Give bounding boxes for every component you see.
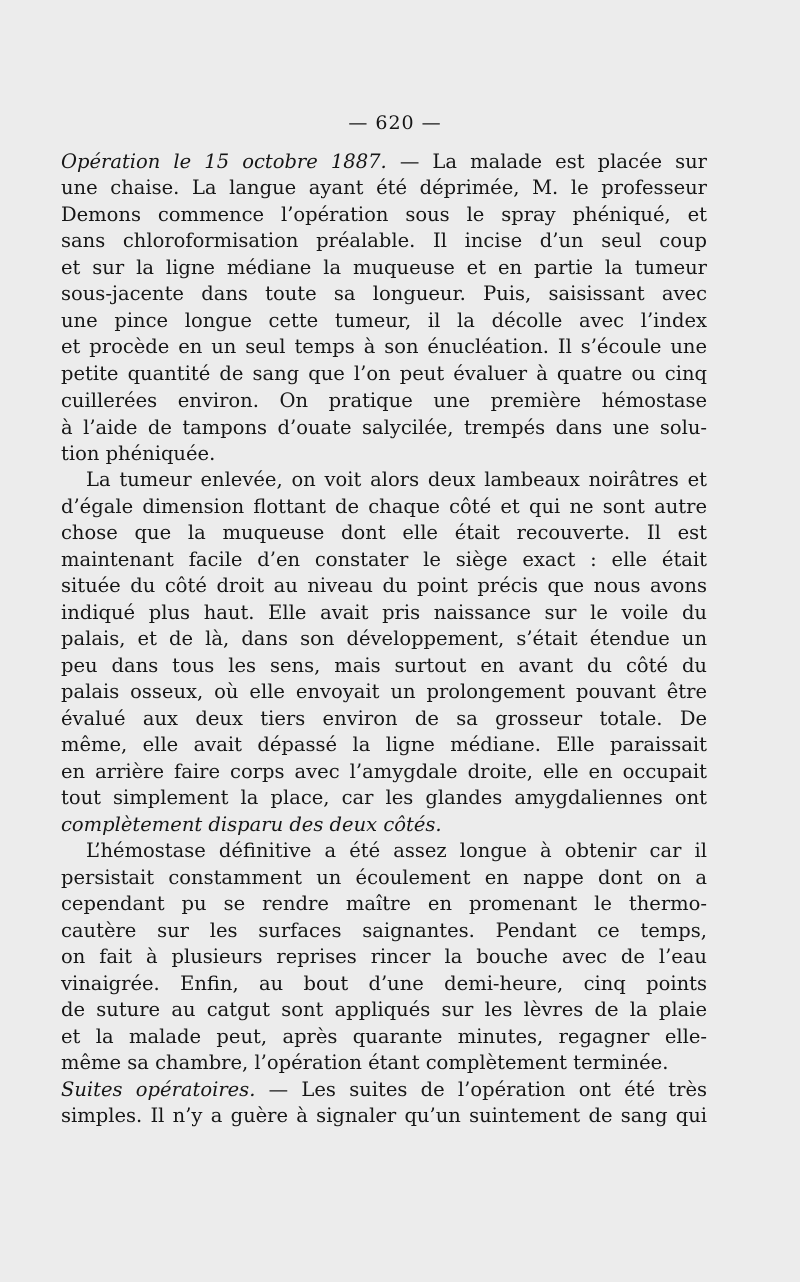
text-line: persistait constamment un écoulement en nappe dont on a xyxy=(61,866,707,889)
page-number: — 620 — xyxy=(348,112,442,134)
text-line: palais osseux, où elle envoyait un prolongement pouvant être xyxy=(61,680,707,703)
text-line: sans chloroformisation préalable. Il incise d’un seul coup xyxy=(61,229,707,252)
line-text: — La malade est placée sur xyxy=(386,150,707,173)
text-line: tion phéniquée. xyxy=(61,442,216,465)
text-line: d’égale dimension flottant de chaque côté et qui ne sont autre xyxy=(61,495,707,518)
text-line xyxy=(61,812,707,838)
text-line: à l’aide de tampons d’ouate salycilée, trempés dans une solu- xyxy=(61,416,707,439)
text-line: et procède en un seul temps à son énucléation. Il s’écoule une xyxy=(61,335,707,358)
text-line: une pince longue cette tumeur, il la décolle avec l’index xyxy=(61,309,707,332)
text-line: cependant pu se rendre maître en promenant le thermo- xyxy=(61,892,707,915)
text-line: tout simplement la place, car les glandes amygdaliennes ont xyxy=(61,786,707,809)
text-line xyxy=(61,1077,707,1103)
text-line: on fait à plusieurs reprises rincer la bouche avec de l’eau xyxy=(61,945,707,968)
text-line: évalué aux deux tiers environ de sa grosseur totale. De xyxy=(61,707,707,730)
text-line: de suture au catgut sont appliqués sur les lèvres de la plaie xyxy=(61,998,707,1021)
italic-heading: complètement disparu des deux côtés. xyxy=(61,813,442,836)
text-line: indiqué plus haut. Elle avait pris naissance sur le voile du xyxy=(61,601,707,624)
text-line: maintenant facile d’en constater le siège exact : elle était xyxy=(61,548,707,571)
text-line: et la malade peut, après quarante minutes, regagner elle- xyxy=(61,1025,707,1048)
text-line: La tumeur enlevée, on voit alors deux lambeaux noirâtres et xyxy=(86,468,707,491)
text-line: et sur la ligne médiane la muqueuse et en partie la tumeur xyxy=(61,256,707,279)
text-line: L’hémostase définitive a été assez longue à obtenir car il xyxy=(86,839,707,862)
text-line: simples. Il n’y a guère à signaler qu’un suintement de sang qui xyxy=(61,1104,707,1127)
text-line xyxy=(61,149,707,175)
text-line: même sa chambre, l’opération étant complètement terminée. xyxy=(61,1051,669,1074)
text-line: sous-jacente dans toute sa longueur. Puis, saisissant avec xyxy=(61,282,707,305)
text-line: peu dans tous les sens, mais surtout en avant du côté du xyxy=(61,654,707,677)
text-line: en arrière faire corps avec l’amygdale droite, elle en occupait xyxy=(61,760,707,783)
text-line: Demons commence l’opération sous le spray phéniqué, et xyxy=(61,203,707,226)
text-line: petite quantité de sang que l’on peut évaluer à quatre ou cinq xyxy=(61,362,707,385)
text-line: une chaise. La langue ayant été déprimée, M. le professeur xyxy=(61,176,707,199)
text-line: cautère sur les surfaces saignantes. Pendant ce temps, xyxy=(61,919,707,942)
italic-heading: Opération le 15 octobre 1887. xyxy=(61,150,387,173)
text-line: vinaigrée. Enfin, au bout d’une demi-heure, cinq points xyxy=(61,972,707,995)
line-text: — Les suites de l’opération ont été très xyxy=(255,1078,707,1101)
text-line: cuillerées environ. On pratique une première hémostase xyxy=(61,389,707,412)
text-line: située du côté droit au niveau du point précis que nous avons xyxy=(61,574,707,597)
text-line: chose que la muqueuse dont elle était recouverte. Il est xyxy=(61,521,707,544)
italic-heading: Suites opératoires. xyxy=(61,1078,256,1101)
text-line: même, elle avait dépassé la ligne médiane. Elle paraissait xyxy=(61,733,707,756)
text-line: palais, et de là, dans son développement, s’était étendue un xyxy=(61,627,707,650)
